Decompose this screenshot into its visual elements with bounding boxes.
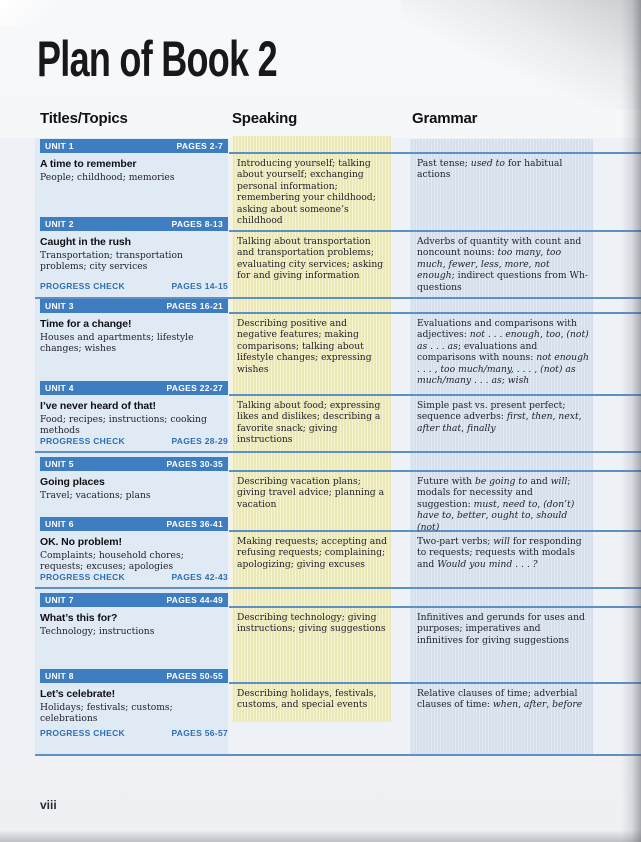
- unit-label: UNIT 2: [45, 219, 74, 229]
- speaking-cell: Talking about transportation and transportation problems; evaluating city services; asking for and giving information: [237, 236, 384, 282]
- grammar-cell: Future with be going to and will; modals for necessity and suggestion: must, need to, (don’t) have to, better, ought to, should (not): [417, 476, 575, 533]
- progress-check-pages: PAGES 42-43: [171, 572, 228, 582]
- grammar-cell: Simple past vs. present perfect; sequence adverbs: first, then, next, after that, finally: [417, 400, 582, 434]
- unit-title: Going places: [40, 476, 105, 488]
- unit-label: UNIT 8: [45, 671, 74, 681]
- unit-topics: Technology; instructions: [40, 626, 155, 637]
- unit-label: UNIT 6: [45, 519, 74, 529]
- progress-check-label: PROGRESS CHECK: [40, 572, 125, 582]
- row-divider: [229, 394, 641, 396]
- progress-check-pages: PAGES 28-29: [171, 436, 228, 446]
- unit-label: UNIT 7: [45, 595, 74, 605]
- speaking-cell: Making requests; accepting and refusing requests; complaining; apologizing; giving excuses: [237, 536, 388, 570]
- unit-title: I’ve never heard of that!: [40, 400, 156, 412]
- unit-title: What’s this for?: [40, 612, 118, 624]
- unit-bar: [40, 217, 228, 231]
- progress-check-label: PROGRESS CHECK: [40, 281, 125, 291]
- row-divider: [229, 606, 641, 608]
- row-divider: [229, 152, 641, 154]
- titles-topics-cell: [40, 236, 224, 273]
- unit-pages-label: PAGES 16-21: [166, 301, 223, 311]
- speaking-cell: Describing technology; giving instructions; giving suggestions: [237, 612, 386, 635]
- unit-pages-label: PAGES 8-13: [171, 219, 223, 229]
- unit-pages-label: PAGES 30-35: [166, 459, 223, 469]
- unit-bar: [40, 669, 228, 683]
- section-divider: [35, 754, 641, 756]
- unit-label: UNIT 1: [45, 141, 74, 151]
- titles-topics-cell: [40, 158, 224, 183]
- row-divider: [229, 312, 641, 314]
- scan-highlight-top-left: [0, 0, 70, 26]
- row-divider: [229, 470, 641, 472]
- progress-check-pages: PAGES 56-57: [171, 728, 228, 738]
- speaking-cell: Describing vacation plans; giving travel advice; planning a vacation: [237, 476, 385, 510]
- unit-topics: Houses and apartments; lifestyle changes; wishes: [40, 332, 194, 355]
- progress-check-row: [40, 728, 228, 738]
- progress-check-label: PROGRESS CHECK: [40, 728, 125, 738]
- unit-topics: Food; recipes; instructions; cooking methods: [40, 414, 207, 437]
- unit-title: Let’s celebrate!: [40, 688, 116, 700]
- scan-shadow-bottom-edge: [0, 830, 641, 842]
- column-header-speaking: Speaking: [232, 110, 298, 127]
- scan-shadow-top-right: [401, 0, 641, 110]
- titles-topics-cell: [40, 688, 224, 725]
- page-title: Plan of Book 2: [37, 31, 277, 87]
- unit-topics: Complaints; household chores; requests; excuses; apologies: [40, 550, 184, 573]
- grammar-cell: Infinitives and gerunds for uses and purposes; imperatives and infinitives for giving suggestions: [417, 612, 585, 646]
- titles-topics-cell: [40, 612, 224, 637]
- grammar-cell: Relative clauses of time; adverbial clauses of time: when, after, before: [417, 688, 583, 711]
- grammar-cell: Two-part verbs; will for responding to requests; requests with modals and Would you mind . . . ?: [417, 536, 582, 570]
- unit-label: UNIT 3: [45, 301, 74, 311]
- row-divider: [229, 230, 641, 232]
- section-divider: [35, 451, 641, 453]
- unit-pages-label: PAGES 22-27: [166, 383, 223, 393]
- column-header-titles-topics: Titles/Topics: [40, 110, 128, 127]
- unit-bar: [40, 593, 228, 607]
- unit-bar: [40, 139, 228, 153]
- titles-topics-cell: [40, 536, 224, 573]
- speaking-cell: Introducing yourself; talking about yourself; exchanging personal information; remembering your childhood; asking about someone’s childhood: [237, 158, 376, 227]
- unit-title: OK. No problem!: [40, 536, 122, 548]
- unit-bar: [40, 457, 228, 471]
- section-divider: [35, 587, 641, 589]
- progress-check-row: [40, 436, 228, 446]
- unit-pages-label: PAGES 36-41: [166, 519, 223, 529]
- speaking-cell: Describing positive and negative features; making comparisons; talking about lifestyle changes; expressing wishes: [237, 318, 372, 375]
- column-header-grammar: Grammar: [412, 110, 478, 127]
- page-number: viii: [40, 798, 57, 812]
- unit-bar: [40, 381, 228, 395]
- progress-check-row: [40, 281, 228, 291]
- scan-shadow-right-edge: [621, 0, 641, 842]
- unit-pages-label: PAGES 2-7: [176, 141, 223, 151]
- unit-pages-label: PAGES 44-49: [166, 595, 223, 605]
- titles-topics-cell: [40, 318, 224, 355]
- progress-check-row: [40, 572, 228, 582]
- progress-check-label: PROGRESS CHECK: [40, 436, 125, 446]
- unit-topics: Transportation; transportation problems; city services: [40, 250, 183, 273]
- titles-topics-cell: [40, 476, 224, 501]
- grammar-cell: Evaluations and comparisons with adjectives: not . . . enough, too, (not) as . . . as; evaluations and comparisons with nouns: not enough . . . , too much/many, . . . , (not) as much/many . . . as; wish: [417, 318, 589, 387]
- speaking-cell: Talking about food; expressing likes and dislikes; describing a favorite snack; giving instructions: [237, 400, 381, 446]
- speaking-cell: Describing holidays, festivals, customs, and special events: [237, 688, 377, 711]
- titles-topics-cell: [40, 400, 224, 437]
- unit-bar: [40, 299, 228, 313]
- unit-label: UNIT 4: [45, 383, 74, 393]
- unit-topics: Holidays; festivals; customs; celebrations: [40, 702, 173, 725]
- unit-pages-label: PAGES 50-55: [166, 671, 223, 681]
- unit-title: Caught in the rush: [40, 236, 131, 248]
- unit-topics: People; childhood; memories: [40, 172, 175, 183]
- unit-title: A time to remember: [40, 158, 137, 170]
- progress-check-pages: PAGES 14-15: [171, 281, 228, 291]
- grammar-cell: Past tense; used to for habitual actions: [417, 158, 563, 181]
- unit-bar: [40, 517, 228, 531]
- row-divider: [229, 682, 641, 684]
- unit-label: UNIT 5: [45, 459, 74, 469]
- grammar-cell: Adverbs of quantity with count and noncount nouns: too many, too much, fewer, less, more, not enough; indirect questions from Wh-questions: [417, 236, 588, 293]
- unit-topics: Travel; vacations; plans: [40, 490, 151, 501]
- unit-title: Time for a change!: [40, 318, 132, 330]
